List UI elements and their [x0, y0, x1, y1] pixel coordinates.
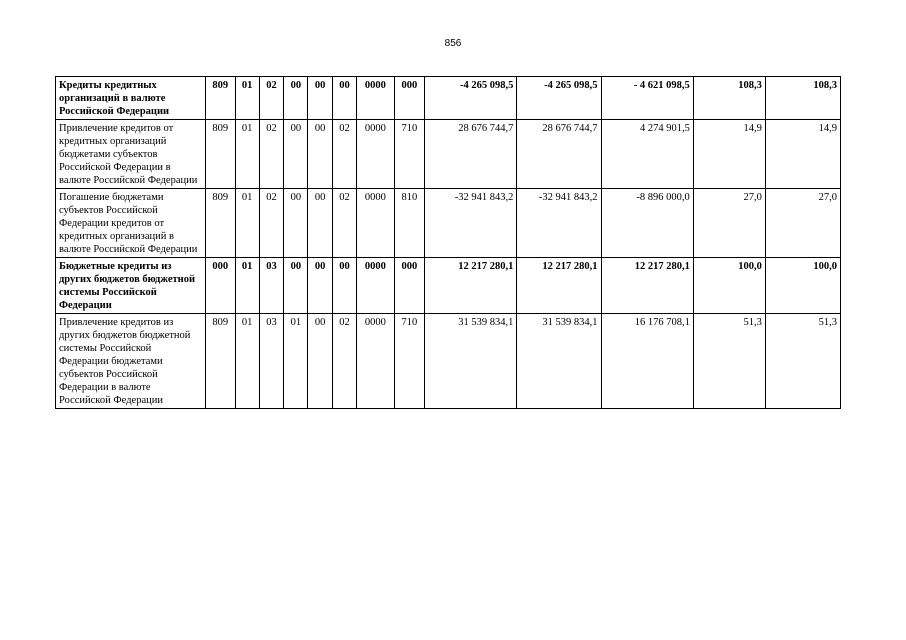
row-name-cell: Погашение бюджетами субъектов Российской Федерации кредитов от кредитных организаций в валюте Российской Федерации	[56, 189, 206, 258]
value-cell: 12 217 280,1	[425, 258, 517, 314]
row-name-cell: Кредиты кредитных организаций в валюте Российской Федерации	[56, 77, 206, 120]
row-name-cell: Привлечение кредитов от кредитных организаций бюджетами субъектов Российской Федерации в валюте Российской Федерации	[56, 120, 206, 189]
value-cell: -32 941 843,2	[517, 189, 601, 258]
code-cell: 000	[206, 258, 235, 314]
code-cell: 00	[284, 120, 308, 189]
code-cell: 00	[284, 258, 308, 314]
code-cell: 00	[308, 189, 332, 258]
code-cell: 000	[394, 258, 424, 314]
code-cell: 00	[284, 77, 308, 120]
code-cell: 01	[284, 314, 308, 409]
code-cell: 03	[259, 258, 283, 314]
code-cell: 0000	[357, 120, 395, 189]
code-cell: 710	[394, 314, 424, 409]
value-cell: - 4 621 098,5	[601, 77, 693, 120]
code-cell: 810	[394, 189, 424, 258]
value-cell: 108,3	[765, 77, 840, 120]
code-cell: 01	[235, 258, 259, 314]
value-cell: 12 217 280,1	[517, 258, 601, 314]
value-cell: 28 676 744,7	[425, 120, 517, 189]
code-cell: 03	[259, 314, 283, 409]
page-number: 856	[444, 38, 462, 49]
value-cell: 100,0	[765, 258, 840, 314]
code-cell: 00	[308, 258, 332, 314]
code-cell: 00	[332, 77, 356, 120]
code-cell: 02	[332, 189, 356, 258]
row-name-cell: Бюджетные кредиты из других бюджетов бюджетной системы Российской Федерации	[56, 258, 206, 314]
value-cell: -4 265 098,5	[425, 77, 517, 120]
code-cell: 02	[332, 120, 356, 189]
code-cell: 02	[259, 120, 283, 189]
code-cell: 02	[259, 189, 283, 258]
code-cell: 00	[308, 314, 332, 409]
value-cell: 100,0	[693, 258, 765, 314]
value-cell: 31 539 834,1	[425, 314, 517, 409]
code-cell: 809	[206, 77, 235, 120]
budget-table	[55, 76, 841, 409]
code-cell: 01	[235, 189, 259, 258]
value-cell: 31 539 834,1	[517, 314, 601, 409]
value-cell: 14,9	[693, 120, 765, 189]
code-cell: 809	[206, 120, 235, 189]
code-cell: 02	[332, 314, 356, 409]
value-cell: 27,0	[765, 189, 840, 258]
code-cell: 00	[284, 189, 308, 258]
value-cell: 16 176 708,1	[601, 314, 693, 409]
value-cell: -4 265 098,5	[517, 77, 601, 120]
table-row	[56, 258, 841, 314]
code-cell: 0000	[357, 77, 395, 120]
value-cell: -8 896 000,0	[601, 189, 693, 258]
value-cell: 4 274 901,5	[601, 120, 693, 189]
code-cell: 00	[308, 77, 332, 120]
value-cell: 12 217 280,1	[601, 258, 693, 314]
value-cell: 14,9	[765, 120, 840, 189]
code-cell: 00	[332, 258, 356, 314]
code-cell: 000	[394, 77, 424, 120]
code-cell: 02	[259, 77, 283, 120]
code-cell: 00	[308, 120, 332, 189]
row-name-cell: Привлечение кредитов из других бюджетов бюджетной системы Российской Федерации бюджетами субъектов Российской Федерации в валюте Российской Федерации	[56, 314, 206, 409]
value-cell: -32 941 843,2	[425, 189, 517, 258]
value-cell: 51,3	[765, 314, 840, 409]
code-cell: 0000	[357, 189, 395, 258]
table-row	[56, 77, 841, 120]
value-cell: 28 676 744,7	[517, 120, 601, 189]
code-cell: 01	[235, 314, 259, 409]
code-cell: 01	[235, 77, 259, 120]
table-row	[56, 314, 841, 409]
code-cell: 0000	[357, 314, 395, 409]
table-row	[56, 189, 841, 258]
code-cell: 809	[206, 189, 235, 258]
code-cell: 809	[206, 314, 235, 409]
value-cell: 27,0	[693, 189, 765, 258]
code-cell: 710	[394, 120, 424, 189]
table-row	[56, 120, 841, 189]
value-cell: 108,3	[693, 77, 765, 120]
code-cell: 0000	[357, 258, 395, 314]
value-cell: 51,3	[693, 314, 765, 409]
code-cell: 01	[235, 120, 259, 189]
budget-table-body	[56, 77, 841, 409]
